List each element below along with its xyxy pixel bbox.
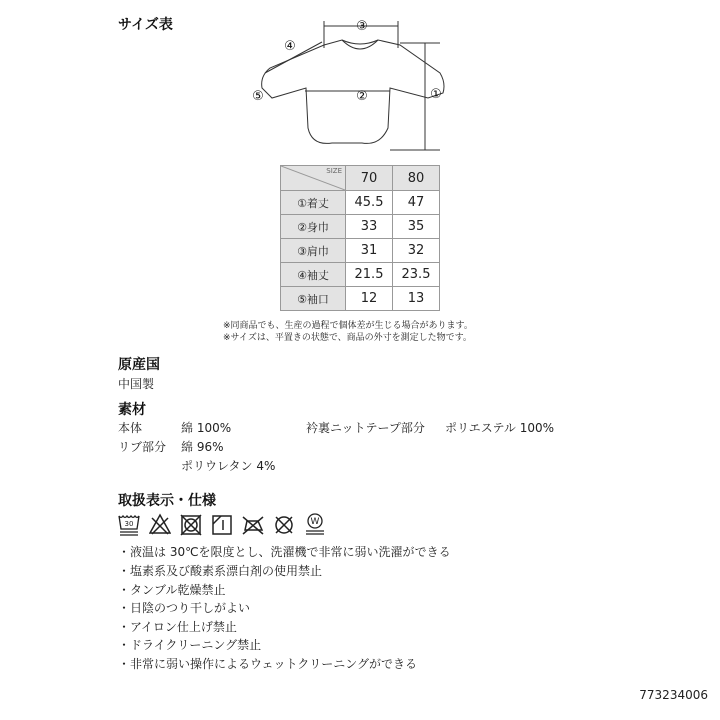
no-iron-icon	[242, 512, 264, 536]
cell: 35	[393, 215, 440, 239]
row-label: ③肩巾	[281, 239, 346, 263]
table-row	[281, 287, 440, 311]
diagram-label-5: ⑤	[252, 89, 264, 104]
diagram-label-2: ②	[356, 89, 368, 104]
size-header: 80	[393, 166, 440, 191]
row-label: ①着丈	[281, 191, 346, 215]
wash-30-icon	[118, 512, 140, 536]
size-note: ※同商品でも、生産の過程で個体差が生じる場合があります。	[223, 321, 473, 331]
care-symbols	[118, 512, 326, 536]
cell: 31	[346, 239, 393, 263]
cell: 45.5	[346, 191, 393, 215]
care-item: ・液温は 30℃を限度とし、洗濯機で非常に弱い洗濯ができる	[118, 545, 451, 559]
care-item: ・日陰のつり干しがよい	[118, 601, 251, 615]
size-note: ※サイズは、平置きの状態で、商品の外寸を測定した物です。	[223, 333, 472, 343]
body-label: 本体	[118, 421, 143, 435]
rib-value: ポリウレタン 4%	[181, 459, 276, 473]
size-chart-title: サイズ表	[118, 17, 173, 33]
svg-text:W: W	[310, 517, 320, 527]
material-title: 素材	[118, 402, 146, 418]
diagram-label-3: ③	[356, 19, 368, 34]
wet-clean-icon	[304, 512, 326, 536]
cell: 13	[393, 287, 440, 311]
care-title: 取扱表示・仕様	[118, 493, 216, 509]
care-item: ・塩素系及び酸素系漂白剤の使用禁止	[118, 564, 323, 578]
svg-text:30: 30	[124, 520, 134, 528]
body-value: 綿 100%	[181, 421, 232, 435]
table-row	[281, 191, 440, 215]
cell: 47	[393, 191, 440, 215]
origin-title: 原産国	[118, 357, 160, 373]
cell: 23.5	[393, 263, 440, 287]
care-item: ・ドライクリーニング禁止	[118, 638, 262, 652]
origin-value: 中国製	[118, 377, 155, 391]
garment-diagram	[250, 18, 450, 158]
collar-label: 衿裏ニットテープ部分	[306, 421, 425, 435]
cell: 21.5	[346, 263, 393, 287]
shade-dry-icon	[211, 512, 233, 536]
cell: 32	[393, 239, 440, 263]
table-row	[281, 263, 440, 287]
row-label: ④袖丈	[281, 263, 346, 287]
row-label: ⑤袖口	[281, 287, 346, 311]
rib-label: リブ部分	[118, 440, 167, 454]
cell: 12	[346, 287, 393, 311]
row-label: ②身巾	[281, 215, 346, 239]
product-code: 773234006	[639, 688, 708, 702]
size-table	[280, 165, 440, 311]
size-header: 70	[346, 166, 393, 191]
no-tumble-dry-icon	[180, 512, 202, 536]
diagram-label-4: ④	[284, 39, 296, 54]
rib-value: 綿 96%	[181, 440, 224, 454]
care-item: ・タンブル乾燥禁止	[118, 583, 226, 597]
size-corner-cell: SIZE	[281, 166, 346, 191]
cell: 33	[346, 215, 393, 239]
no-dry-clean-icon	[273, 512, 295, 536]
no-bleach-icon	[149, 512, 171, 536]
care-item: ・アイロン仕上げ禁止	[118, 620, 237, 634]
care-item: ・非常に弱い操作によるウェットクリーニングができる	[118, 657, 418, 671]
table-row	[281, 239, 440, 263]
collar-value: ポリエステル 100%	[445, 421, 555, 435]
table-row	[281, 215, 440, 239]
diagram-label-1: ①	[430, 87, 442, 102]
